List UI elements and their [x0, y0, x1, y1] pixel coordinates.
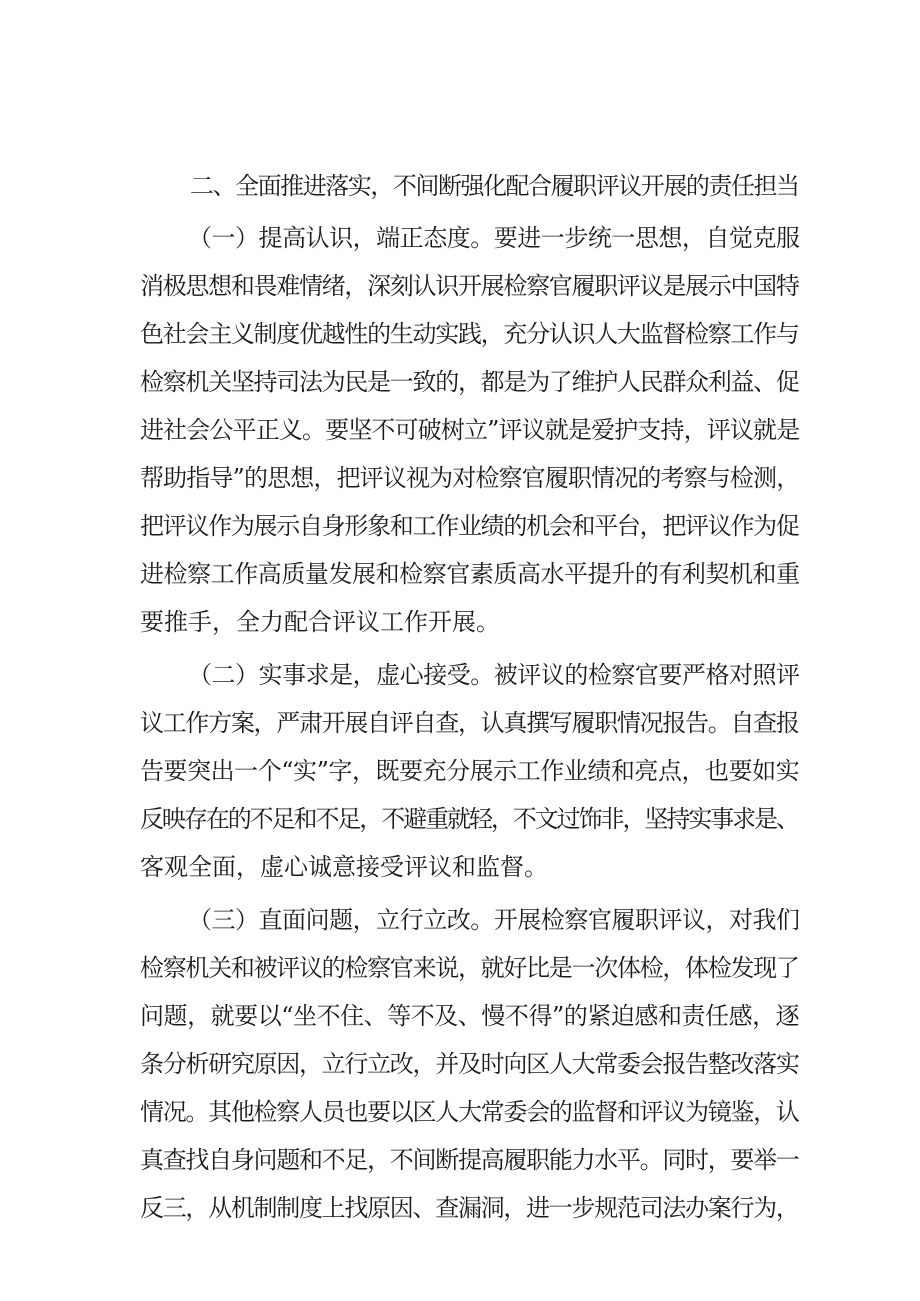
paragraph-line: 真查找自身问题和不足，不间断提高履职能力水平。同时，要举一	[140, 1146, 799, 1174]
paragraph-line: 议工作方案，严肃开展自评自查，认真撰写履职情况报告。自查报	[140, 709, 799, 737]
paragraph-line: 色社会主义制度优越性的生动实践，充分认识人大监督检察工作与	[140, 320, 799, 348]
paragraph-line: （二）实事求是，虚心接受。被评议的检察官要严格对照评	[188, 661, 800, 689]
paragraph-line: （三）直面问题，立行立改。开展检察官履职评议，对我们	[188, 906, 800, 934]
paragraph-line: 检察机关和被评议的检察官来说，就好比是一次体检，体检发现了	[140, 954, 799, 982]
paragraph-line: 客观全面，虚心诚意接受评议和监督。	[140, 853, 548, 881]
paragraph-line: 条分析研究原因，立行立改，并及时向区人大常委会报告整改落实	[140, 1050, 799, 1078]
section-heading: 二、全面推进落实，不间断强化配合履职评议开展的责任担当	[190, 172, 799, 200]
paragraph-line: 反映存在的不足和不足，不避重就轻，不文过饰非，坚持实事求是、	[140, 805, 798, 833]
paragraph-line: 帮助指导”的思想，把评议视为对检察官履职情况的考察与检测，	[140, 464, 800, 492]
paragraph-line: 情况。其他检察人员也要以区人大常委会的监督和评议为镜鉴，认	[140, 1098, 799, 1126]
paragraph-line: 消极思想和畏难情绪，深刻认识开展检察官履职评议是展示中国特	[140, 272, 799, 300]
paragraph-line: 进社会公平正义。要坚不可破树立”评议就是爱护支持，评议就是	[140, 416, 800, 444]
paragraph-line: 问题，就要以“坐不住、等不及、慢不得”的紧迫感和责任感，逐	[140, 1002, 800, 1030]
paragraph-line: 进检察工作高质量发展和检察官素质高水平提升的有利契机和重	[140, 560, 800, 588]
paragraph-line: 告要突出一个“实”字，既要充分展示工作业绩和亮点，也要如实	[140, 757, 800, 785]
paragraph-line: 要推手，全力配合评议工作开展。	[140, 608, 500, 636]
paragraph-line: 把评议作为展示自身形象和工作业绩的机会和平台，把评议作为促	[140, 512, 799, 540]
paragraph-line: 检察机关坚持司法为民是一致的，都是为了维护人民群众利益、促	[140, 368, 799, 396]
paragraph-line: （一）提高认识，端正态度。要进一步统一思想，自觉克服	[188, 224, 800, 252]
paragraph-line: 反三，从机制制度上找原因、查漏洞，进一步规范司法办案行为，	[140, 1194, 799, 1222]
